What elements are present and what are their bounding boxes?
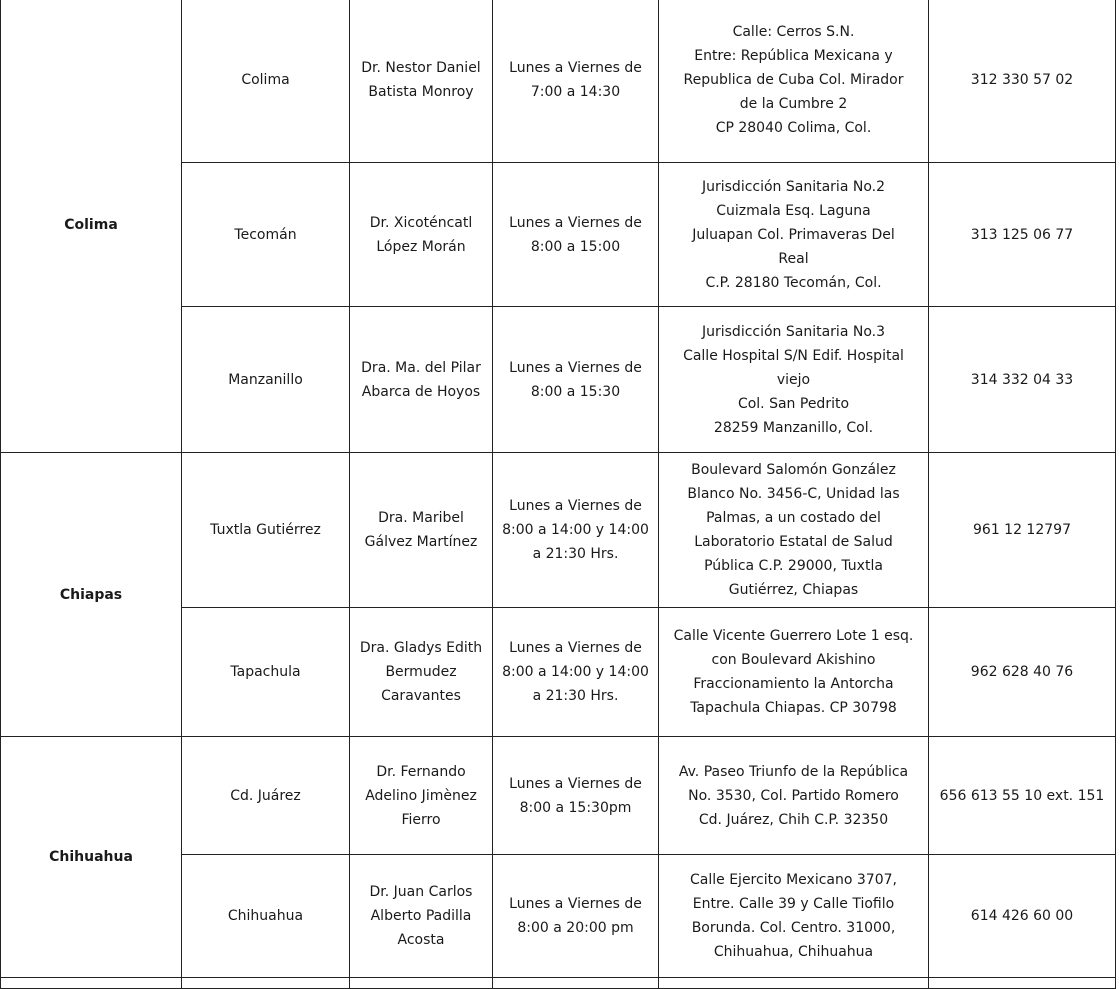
address-cell — [659, 0, 929, 163]
city-cell: Cd. Juárez — [182, 737, 350, 855]
hours-cell — [493, 163, 659, 307]
phone-cell: 312 330 57 02 — [929, 0, 1116, 163]
doctor-line: Dra. Gladys Edith — [359, 640, 483, 656]
address-line: Calle Vicente Guerrero Lote 1 esq. — [673, 628, 914, 644]
doctor-cell — [350, 453, 493, 608]
hours-line: Lunes a Viernes de — [509, 60, 642, 76]
state-cell: Colima — [1, 0, 182, 453]
address-line: Gutiérrez, Chiapas — [728, 582, 859, 598]
address-line: Borunda. Col. Centro. 31000, — [691, 920, 896, 936]
phone-cell: 961 12 12797 — [929, 453, 1116, 608]
doctor-cell — [350, 737, 493, 855]
city-cell: Manzanillo — [182, 307, 350, 453]
hours-line: 8:00 a 15:30 — [530, 383, 621, 400]
address-line: Jurisdicción Sanitaria No.2 — [701, 178, 885, 195]
hours-line: Lunes a Viernes de — [509, 498, 642, 514]
doctor-line: Dra. Ma. del Pilar — [361, 359, 481, 376]
phone-cell: 314 332 04 33 — [929, 307, 1116, 453]
address-line: Laboratorio Estatal de Salud — [694, 534, 893, 550]
address-line: Boulevard Salomón González — [691, 462, 896, 478]
hours-cell — [493, 855, 659, 978]
address-cell — [659, 855, 929, 978]
table-row-partial — [1, 978, 1116, 989]
address-line: Cuizmala Esq. Laguna — [716, 202, 871, 219]
hours-line: a 21:30 Hrs. — [532, 546, 619, 562]
doctor-line: Dr. Fernando — [376, 763, 466, 780]
doctor-cell — [350, 855, 493, 978]
table-row — [1, 453, 1116, 608]
address-line: Fraccionamiento la Antorcha — [693, 676, 894, 692]
address-line: 28259 Manzanillo, Col. — [713, 419, 874, 436]
address-line: Real — [778, 250, 809, 267]
hours-line: 8:00 a 20:00 pm — [517, 920, 634, 936]
doctor-line: Dr. Juan Carlos — [369, 884, 473, 900]
doctor-line: Dr. Nestor Daniel — [361, 60, 481, 76]
address-line: Cd. Juárez, Chih C.P. 32350 — [698, 811, 889, 828]
hours-line: Lunes a Viernes de — [509, 214, 642, 231]
address-line: con Boulevard Akishino — [711, 652, 876, 668]
doctor-cell — [350, 307, 493, 453]
doctor-line: Dra. Maribel — [378, 510, 464, 526]
city-cell: Chihuahua — [182, 855, 350, 978]
doctor-line: Acosta — [397, 932, 445, 948]
address-line: Av. Paseo Triunfo de la República — [678, 763, 909, 780]
state-cell: Chihuahua — [1, 737, 182, 978]
address-cell — [659, 163, 929, 307]
address-line: Entre. Calle 39 y Calle Tiofilo — [692, 896, 895, 912]
doctor-line: Abarca de Hoyos — [361, 383, 481, 400]
phone-cell: 614 426 60 00 — [929, 855, 1116, 978]
address-line: Palmas, a un costado del — [706, 510, 881, 526]
city-cell: Tapachula — [182, 608, 350, 737]
hours-cell — [493, 737, 659, 855]
address-line: Tapachula Chiapas. CP 30798 — [690, 700, 897, 716]
hours-line: 8:00 a 15:30pm — [519, 799, 632, 816]
hours-cell — [493, 307, 659, 453]
address-line: Col. San Pedrito — [737, 395, 850, 412]
city-cell: Tuxtla Gutiérrez — [182, 453, 350, 608]
hours-cell — [493, 608, 659, 737]
city-cell: Colima — [182, 0, 350, 163]
address-cell — [659, 737, 929, 855]
address-line: viejo — [776, 371, 811, 388]
address-line: No. 3530, Col. Partido Romero — [688, 787, 899, 804]
hours-line: Lunes a Viernes de — [509, 896, 642, 912]
address-line: Blanco No. 3456-C, Unidad las — [687, 486, 900, 502]
hours-line: Lunes a Viernes de — [509, 359, 642, 376]
address-line: CP 28040 Colima, Col. — [715, 120, 872, 136]
hours-line: Lunes a Viernes de — [509, 640, 642, 656]
hours-line: 8:00 a 14:00 y 14:00 — [502, 522, 649, 538]
doctor-line: Alberto Padilla — [370, 908, 472, 924]
doctor-line: Bermudez — [385, 664, 457, 680]
address-line: Entre: República Mexicana y — [694, 48, 893, 64]
table-row — [1, 0, 1116, 163]
hours-line: Lunes a Viernes de — [509, 775, 642, 792]
doctor-cell — [350, 0, 493, 163]
hours-cell — [493, 453, 659, 608]
address-line: Juluapan Col. Primaveras Del — [692, 226, 895, 243]
hours-cell — [493, 0, 659, 163]
address-cell — [659, 608, 929, 737]
address-line: Calle: Cerros S.N. — [732, 24, 855, 40]
address-line: de la Cumbre 2 — [739, 96, 848, 112]
address-line: Calle Ejercito Mexicano 3707, — [690, 872, 897, 888]
address-line: Calle Hospital S/N Edif. Hospital — [683, 347, 904, 364]
doctor-line: Gálvez Martínez — [364, 534, 478, 550]
address-line: Republica de Cuba Col. Mirador — [683, 72, 904, 88]
address-cell — [659, 453, 929, 608]
doctor-cell — [350, 608, 493, 737]
doctor-line: Adelino Jimènez — [365, 787, 477, 804]
phone-cell: 313 125 06 77 — [929, 163, 1116, 307]
address-cell — [659, 307, 929, 453]
doctor-cell — [350, 163, 493, 307]
hours-line: 8:00 a 15:00 — [530, 238, 621, 255]
hours-line: 7:00 a 14:30 — [530, 84, 621, 100]
doctor-line: López Morán — [376, 238, 466, 255]
doctor-line: Dr. Xicoténcatl — [369, 214, 473, 231]
phone-cell: 962 628 40 76 — [929, 608, 1116, 737]
hours-line: a 21:30 Hrs. — [532, 688, 619, 704]
city-cell: Tecomán — [182, 163, 350, 307]
doctor-line: Caravantes — [381, 688, 461, 704]
hours-line: 8:00 a 14:00 y 14:00 — [502, 664, 649, 680]
address-line: Pública C.P. 29000, Tuxtla — [704, 558, 883, 574]
table-row — [1, 737, 1116, 855]
address-line: C.P. 28180 Tecomán, Col. — [705, 274, 882, 291]
address-line: Chihuahua, Chihuahua — [713, 944, 874, 960]
phone-cell: 656 613 55 10 ext. 151 — [929, 737, 1116, 855]
doctor-line: Batista Monroy — [368, 84, 474, 100]
doctor-line: Fierro — [401, 811, 441, 828]
state-cell: Chiapas — [1, 453, 182, 737]
address-line: Jurisdicción Sanitaria No.3 — [701, 323, 885, 340]
